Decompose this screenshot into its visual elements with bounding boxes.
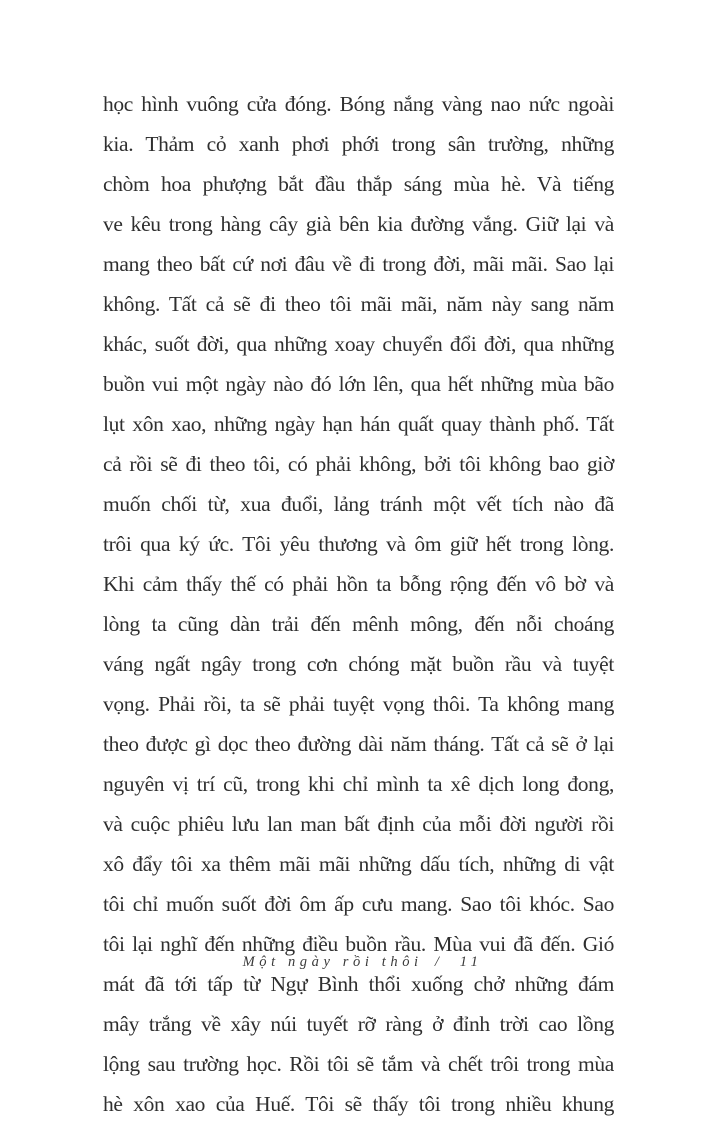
text-line: theo được gì dọc theo đường dài năm tháng. Tất cả sẽ ở lại [103, 732, 614, 756]
text-line: lụt xôn xao, những ngày hạn hán quất quay thành phố. Tất [103, 412, 614, 436]
text-line: không. Tất cả sẽ đi theo tôi mãi mãi, năm này sang năm [103, 292, 614, 316]
text-line: và cuộc phiêu lưu lan man bất định của mỗi đời người rồi [103, 812, 614, 836]
text-line: tôi lại nghĩ đến những điều buồn rầu. Mùa vui đã đến. Gió [103, 932, 614, 956]
text-line: váng ngất ngây trong cơn chóng mặt buồn rầu và tuyệt [103, 652, 614, 676]
text-line: nguyên vị trí cũ, trong khi chỉ mình ta xê dịch long đong, [103, 772, 614, 796]
text-line: khác, suốt đời, qua những xoay chuyển đổi đời, qua những [103, 332, 614, 356]
running-title: Một ngày rồi thôi [242, 954, 423, 970]
text-line: cả rồi sẽ đi theo tôi, có phải không, bởi tôi không bao giờ [103, 452, 614, 476]
text-line: xô đẩy tôi xa thêm mãi mãi những dấu tích, những di vật [103, 852, 614, 876]
text-line: vọng. Phải rồi, ta sẽ phải tuyệt vọng thôi. Ta không mang [103, 692, 614, 716]
footer-separator: / [434, 954, 444, 970]
text-line: trôi qua ký ức. Tôi yêu thương và ôm giữ hết trong lòng. [103, 532, 614, 556]
text-line: tôi chỉ muốn suốt đời ôm ấp cưu mang. Sao tôi khóc. Sao [103, 892, 614, 916]
text-line: lộng sau trường học. Rồi tôi sẽ tắm và chết trôi trong mùa [103, 1052, 614, 1076]
text-line: muốn chối từ, xua đuổi, lảng tránh một vết tích nào đã [103, 492, 614, 516]
text-line: mây trắng về xây núi tuyết rỡ ràng ở đỉnh trời cao lồng [103, 1012, 614, 1036]
text-line: mát đã tới tấp từ Ngự Bình thổi xuống chở những đám [103, 972, 614, 996]
text-line: học hình vuông cửa đóng. Bóng nắng vàng nao nức ngoài [103, 92, 614, 116]
text-line: hè xôn xao của Huế. Tôi sẽ thấy tôi trong nhiều khung [103, 1092, 614, 1116]
page-footer [0, 954, 725, 971]
text-line: Khi cảm thấy thế có phải hồn ta bỗng rộng đến vô bờ và [103, 572, 614, 596]
text-line: buồn vui một ngày nào đó lớn lên, qua hết những mùa bão [103, 372, 614, 396]
text-line: mang theo bất cứ nơi đâu về đi trong đời, mãi mãi. Sao lại [103, 252, 614, 276]
text-line: ve kêu trong hàng cây già bên kia đường vắng. Giữ lại và [103, 212, 614, 236]
text-line: lòng ta cũng dàn trải đến mênh mông, đến nỗi choáng [103, 612, 614, 636]
text-line: chòm hoa phượng bắt đầu thắp sáng mùa hè. Và tiếng [103, 172, 614, 196]
text-line: kia. Thảm cỏ xanh phơi phới trong sân trường, những [103, 132, 614, 156]
page-number: 11 [459, 954, 483, 970]
